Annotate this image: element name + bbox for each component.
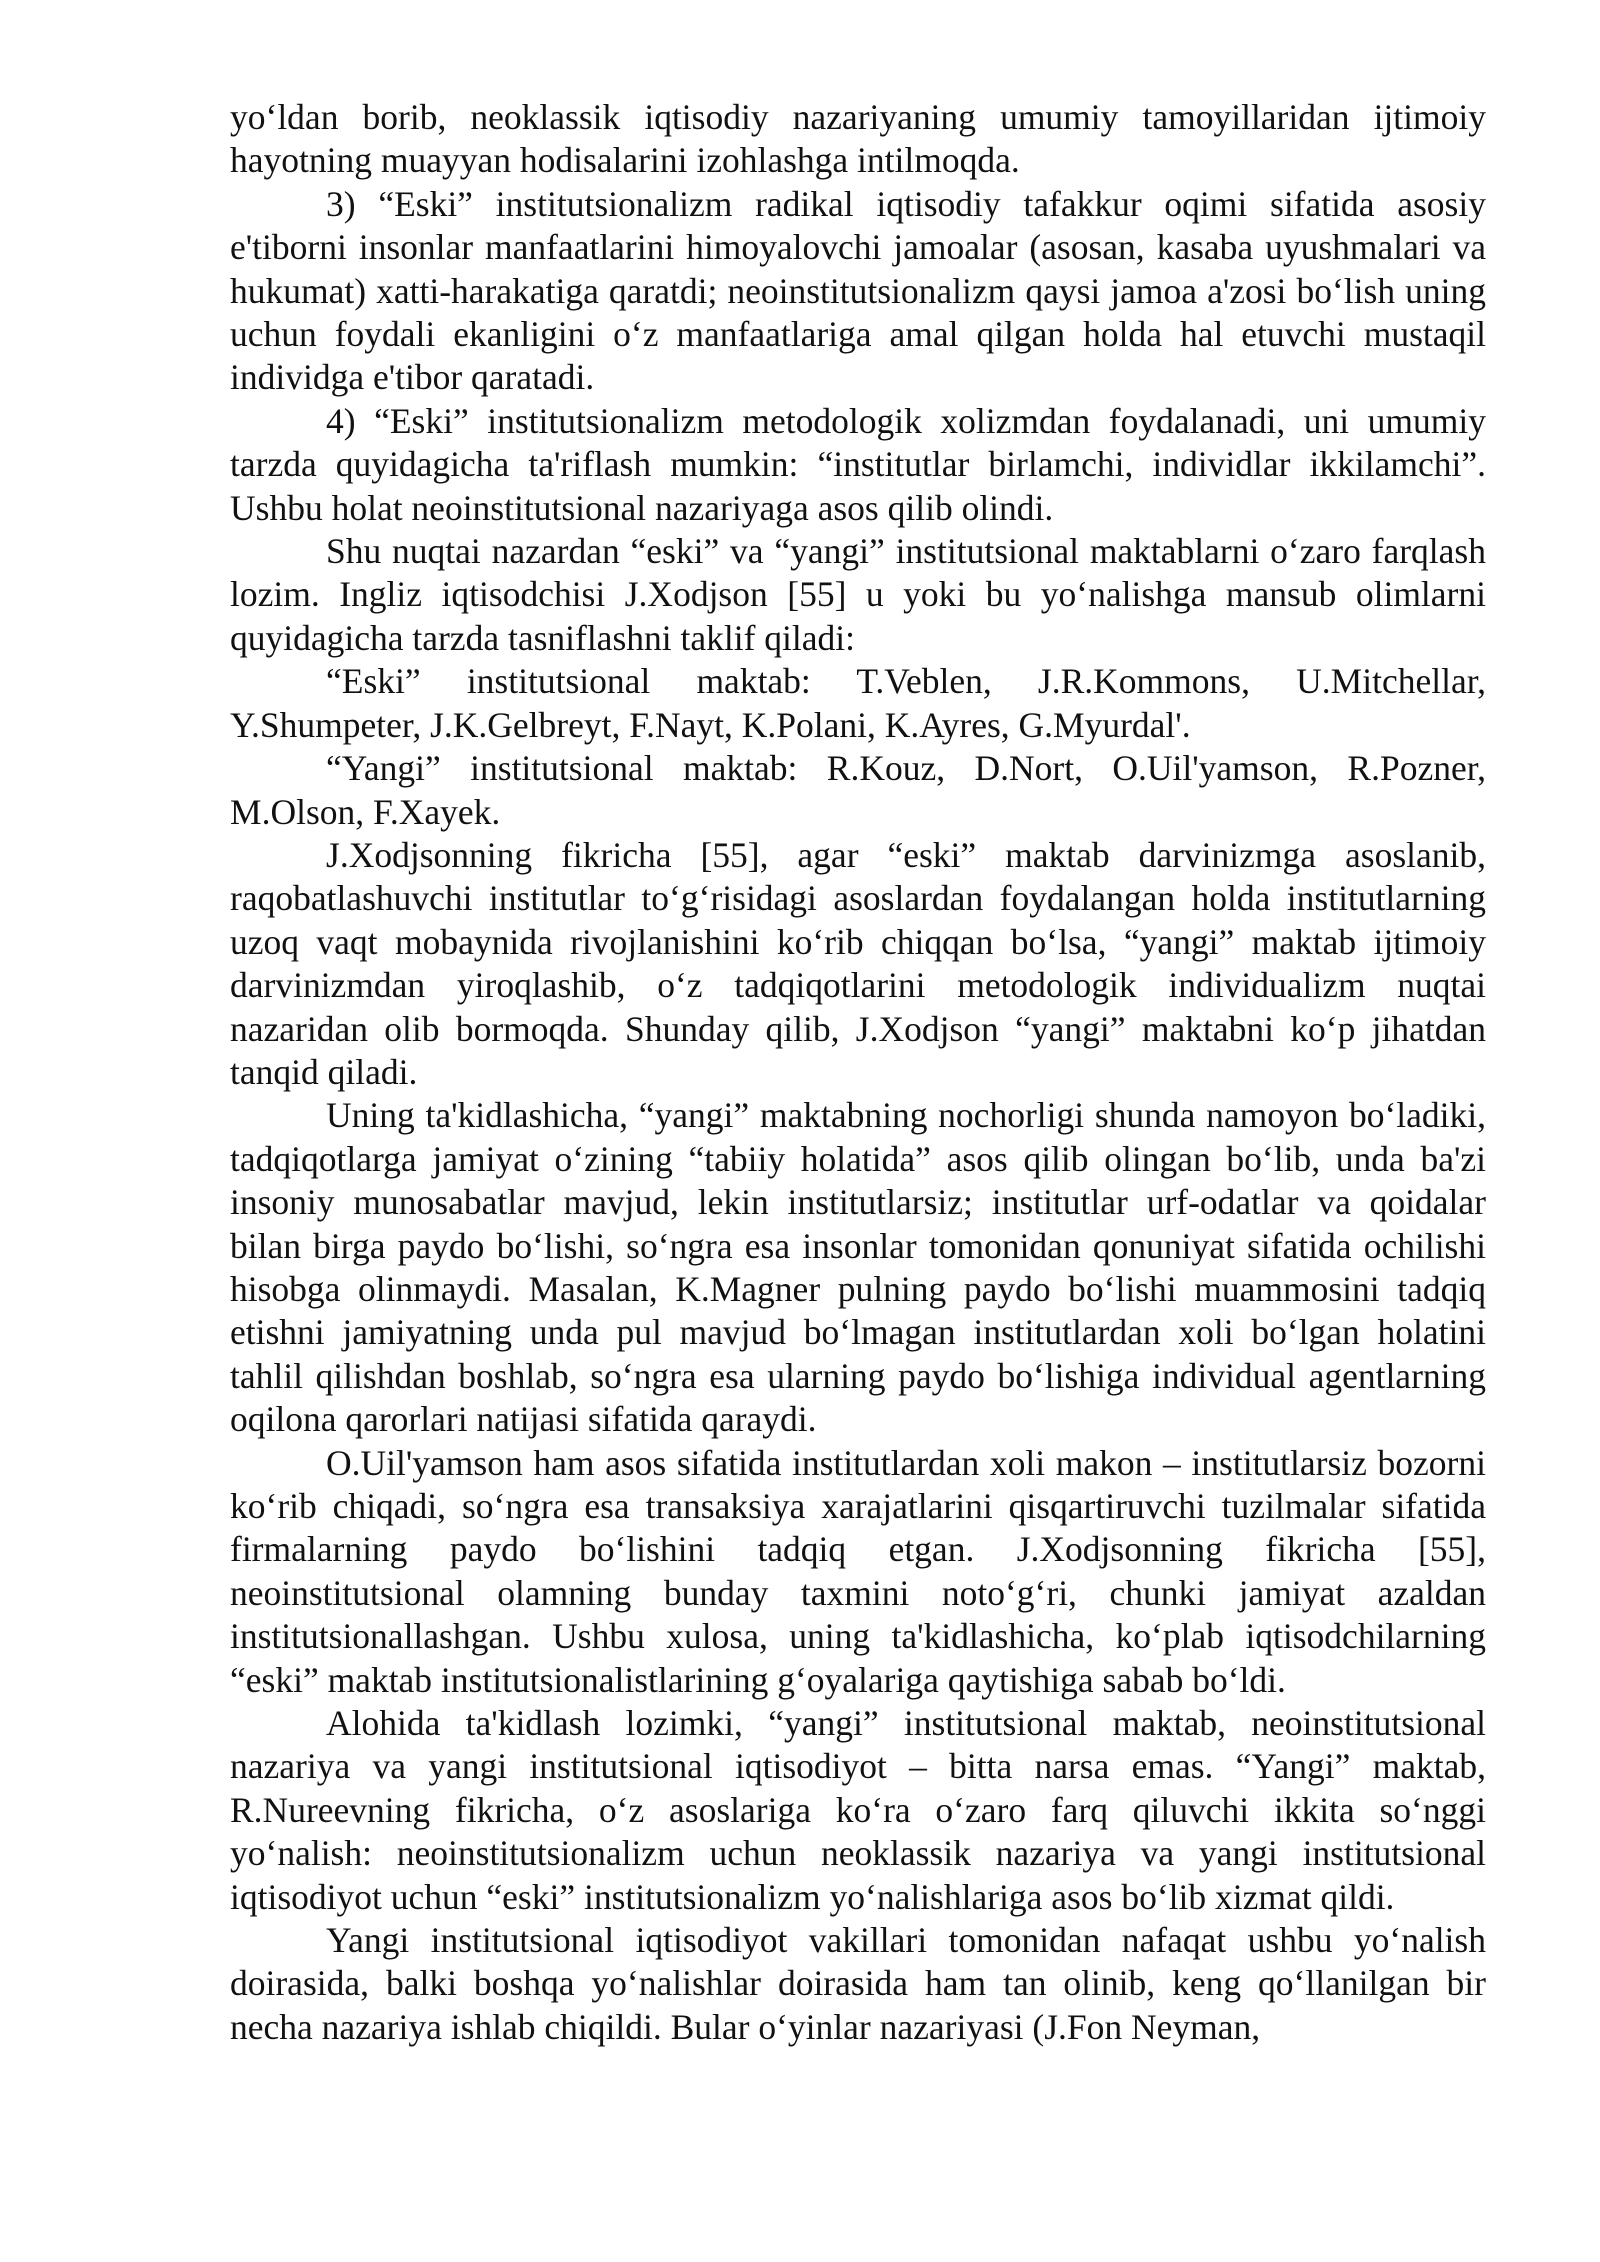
paragraph-point-4: 4) “Eski” institutsionalizm metodologik xolizmdan foydalanadi, uni umumiy tarzda quyidagicha ta'riflash mumkin: “institutlar birlamchi, individlar ikkilamchi”. Ushbu holat neoinstitutsional nazariyaga asos qilib olindi. xyxy=(230,400,1486,528)
paragraph-old-school: “Eski” institutsional maktab: T.Veblen, J.R.Kommons, U.Mitchellar, Y.Shumpeter, J.K.Gelbreyt, F.Nayt, K.Polani, K.Ayres, G.Myurdal'. xyxy=(230,661,1486,745)
paragraph-emphasis: Alohida ta'kidlash lozimki, “yangi” institutsional maktab, neoinstitutsional nazariya va yangi institutsional iqtisodiyot – bitta narsa emas. “Yangi” maktab, R.Nureevning fikricha, o‘z asoslariga ko‘ra o‘zaro farq qiluvchi ikkita so‘nggi yo‘nalish: neoinstitutsionalizm uchun neoklassik nazariya va yangi institutsional iqtisodiyot uchun “eski” institutsionalizm yo‘nalishlariga asos bo‘lib xizmat qildi. xyxy=(230,1703,1486,1917)
paragraph-new-institutional-economics: Yangi institutsional iqtisodiyot vakillari tomonidan nafaqat ushbu yo‘nalish doirasida, balki boshqa yo‘nalishlar doirasida ham tan olinib, keng qo‘llanilgan bir necha nazariya ishlab chiqildi. Bular o‘yinlar nazariyasi (J.Fon Neyman, xyxy=(230,1920,1486,2047)
paragraph-continuation: yo‘ldan borib, neoklassik iqtisodiy nazariyaning umumiy tamoyillaridan ijtimoiy hayotning muayyan hodisalarini izohlashga intilmoqda. xyxy=(230,97,1486,181)
paragraph-hodgson-opinion: J.Xodjsonning fikricha [55], agar “eski” maktab darvinizmga asoslanib, raqobatlashuvchi institutlar to‘g‘risidagi asoslardan foydalangan holda institutlarning uzoq vaqt mobaynida rivojlanishini ko‘rib chiqqan bo‘lsa, “yangi” maktab ijtimoiy darvinizmdan yiroqlashib, o‘z tadqiqotlarini metodologik individualizm nuqtai nazaridan olib bormoqda. Shunday qilib, J.Xodjson “yangi” maktabni ko‘p jihatdan tanqid qiladi. xyxy=(230,834,1486,1092)
paragraph-weakness: Uning ta'kidlashicha, “yangi” maktabning nochorligi shunda namoyon bo‘ladiki, tadqiqotlarga jamiyat o‘zining “tabiiy holatida” asos qilib olingan bo‘lib, unda ba'zi insoniy munosabatlar mavjud, lekin institutlarsiz; institutlar urf-odatlar va qoidalar bilan birga paydo bo‘lishi, so‘ngra esa insonlar tomonidan qonuniyat sifatida ochilishi hisobga olinmaydi. Masalan, K.Magner pulning paydo bo‘lishi muammosini tadqiq etishni jamiyatning unda pul mavjud bo‘lmagan institutlardan xoli bo‘lgan holatini tahlil qilishdan boshlab, so‘ngra esa ularning paydo bo‘lishiga individual agentlarning oqilona qarorlari natijasi sifatida qaraydi. xyxy=(230,1095,1486,1440)
document-page xyxy=(230,96,1486,2049)
paragraph-point-3: 3) “Eski” institutsionalizm radikal iqtisodiy tafakkur oqimi sifatida asosiy e'tiborni insonlar manfaatlarini himoyalovchi jamoalar (asosan, kasaba uyushmalari va hukumat) xatti-harakatiga qaratdi; neoinstitutsionalizm qaysi jamoa a'zosi bo‘lish uning uchun foydali ekanligini o‘z manfaatlariga amal qilgan holda hal etuvchi mustaqil individga e'tibor qaratadi. xyxy=(230,183,1486,398)
paragraph-distinction: Shu nuqtai nazardan “eski” va “yangi” institutsional maktablarni o‘zaro farqlash lozim. Ingliz iqtisodchisi J.Xodjson [55] u yoki bu yo‘nalishga mansub olimlarni quyidagicha tarzda tasniflashni taklif qiladi: xyxy=(230,531,1486,658)
paragraph-williamson: O.Uil'yamson ham asos sifatida institutlardan xoli makon – institutlarsiz bozorni ko‘rib chiqadi, so‘ngra esa transaksiya xarajatlarini qisqartiruvchi tuzilmalar sifatida firmalarning paydo bo‘lishini tadqiq etgan. J.Xodjsonning fikricha [55], neoinstitutsional olamning bunday taxmini noto‘g‘ri, chunki jamiyat azaldan institutsionallashgan. Ushbu xulosa, uning ta'kidlashicha, ko‘plab iqtisodchilarning “eski” maktab institutsionalistlarining g‘oyalariga qaytishiga sabab bo‘ldi. xyxy=(230,1442,1486,1700)
paragraph-new-school: “Yangi” institutsional maktab: R.Kouz, D.Nort, O.Uil'yamson, R.Pozner, M.Olson, F.Xayek. xyxy=(230,748,1486,832)
